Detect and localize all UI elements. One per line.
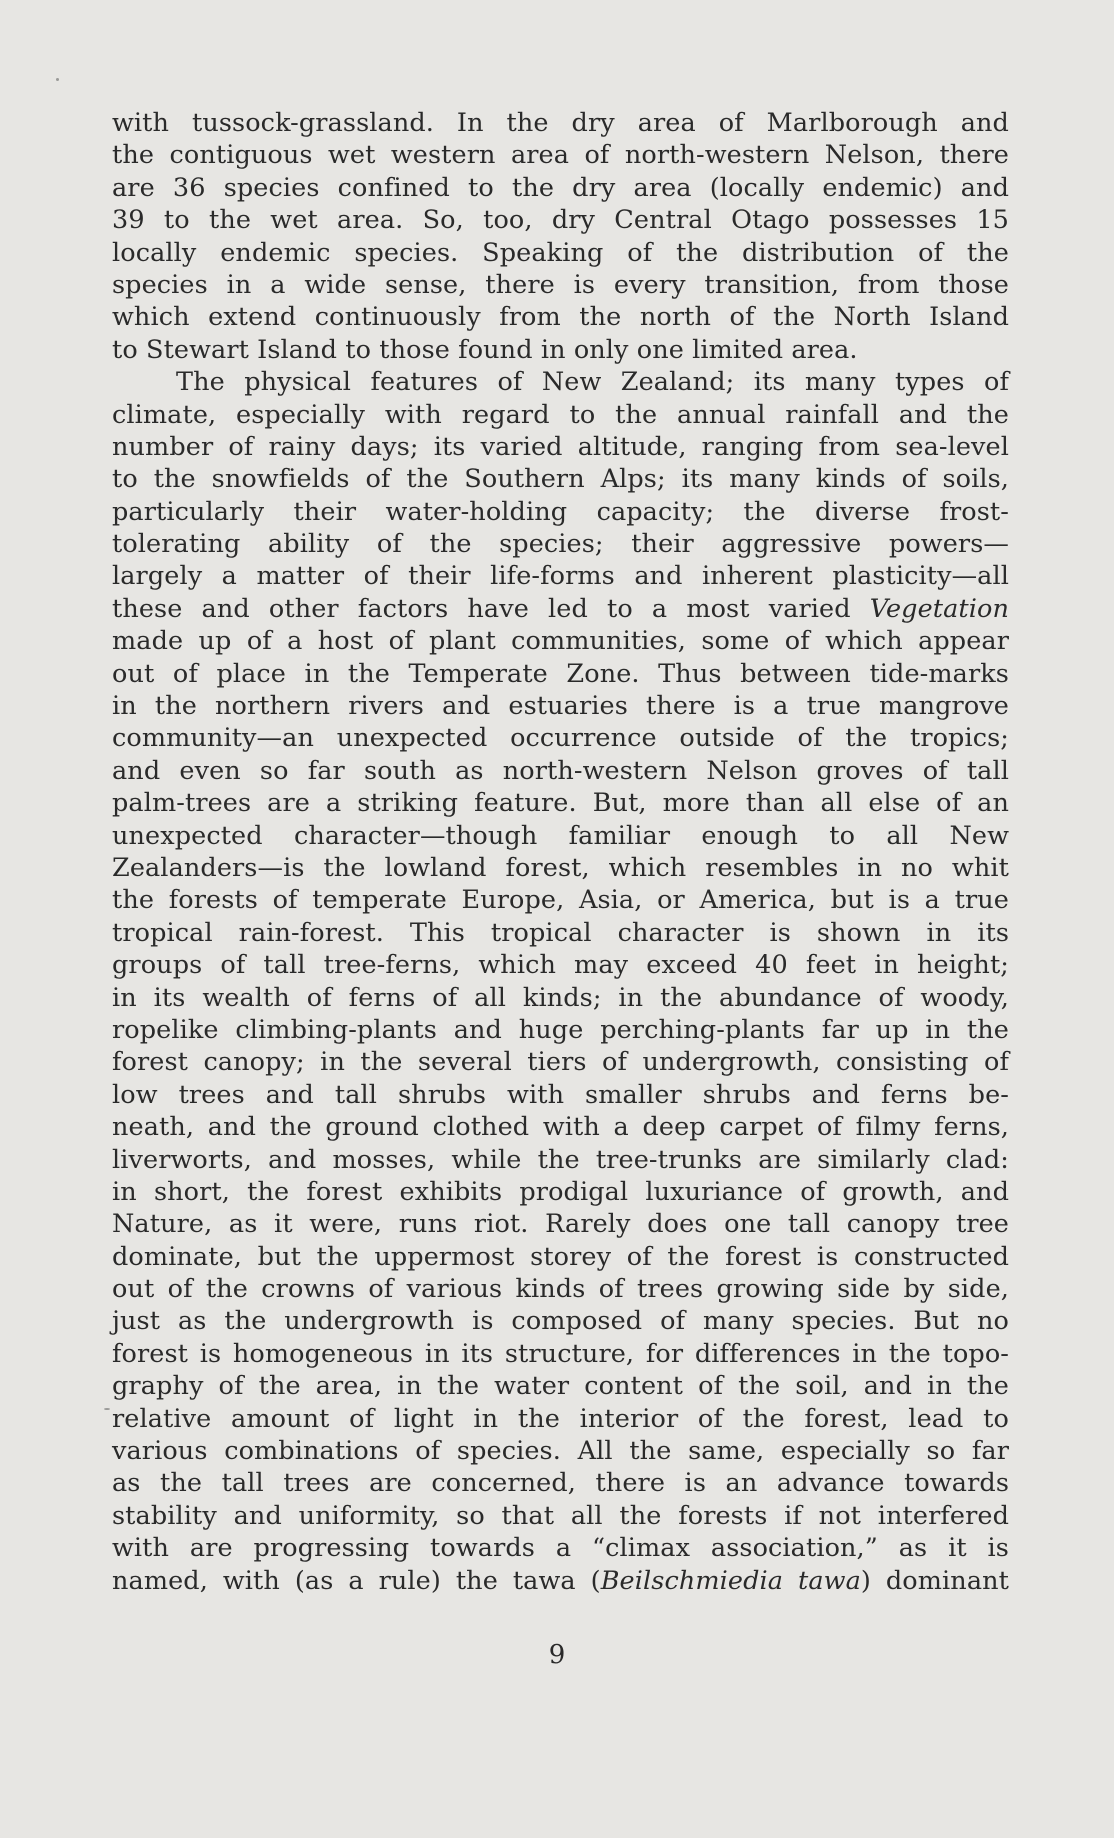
text-line: forest canopy; in the several tiers of undergrowth, consisting of — [112, 1047, 1009, 1078]
text-line: liverworts, and mosses, while the tree-trunks are similarly clad: — [112, 1144, 1009, 1175]
text-line: species in a wide sense, there is every transition, from those — [112, 269, 1009, 300]
body-text — [112, 107, 1009, 1597]
text-line: relative amount of light in the interior of the forest, lead to — [112, 1403, 1009, 1434]
italic-term: Beilschmiedia tawa — [600, 1565, 861, 1596]
text-line: graphy of the area, in the water content of the soil, and in the — [112, 1371, 1009, 1402]
text-line: unexpected character—though familiar enough to all New — [112, 820, 1009, 851]
text-line: Zealanders—is the lowland forest, which resembles in no whit — [112, 852, 1009, 883]
italic-term: Vegetation — [869, 593, 1009, 624]
text-line: with tussock-grassland. In the dry area of Marlborough and — [112, 108, 1009, 138]
text-line: named, with (as a rule) the tawa (Beilschmiedia tawa) dominant — [112, 1565, 1009, 1596]
page-number: 9 — [548, 1640, 566, 1670]
text-line: are 36 species confined to the dry area (locally endemic) and — [112, 172, 1009, 203]
text-line: dominate, but the uppermost storey of the forest is constructed — [112, 1241, 1009, 1272]
text-line: and even so far south as north-western Nelson groves of tall — [112, 755, 1009, 786]
text-line: ropelike climbing-plants and huge perching-plants far up in the — [112, 1014, 1009, 1045]
text-line: low trees and tall shrubs with smaller shrubs and ferns be- — [112, 1079, 1009, 1110]
text-line: forest is homogeneous in its structure, for differences in the topo- — [112, 1338, 1009, 1369]
text-line: locally endemic species. Speaking of the distribution of the — [112, 237, 1009, 268]
text-line: community—an unexpected occurrence outside of the tropics; — [112, 723, 1009, 754]
text-line: particularly their water-holding capacity; the diverse frost- — [112, 496, 1009, 527]
text-line: the forests of temperate Europe, Asia, or America, but is a true — [112, 885, 1009, 916]
text-line: made up of a host of plant communities, some of which appear — [112, 626, 1009, 657]
text-line: largely a matter of their life-forms and inherent plasticity—all — [112, 561, 1009, 592]
text-line: out of place in the Temperate Zone. Thus between tide-marks — [112, 658, 1009, 689]
text-line: to Stewart Island to those found in only one limited area. — [112, 334, 858, 365]
paper-speck — [104, 1408, 110, 1410]
text-line: stability and uniformity, so that all the forests if not interfered — [112, 1500, 1009, 1531]
text-line: The physical features of New Zealand; its many types of — [176, 367, 1009, 398]
text-line: just as the undergrowth is composed of many species. But no — [112, 1306, 1009, 1337]
text-line: in its wealth of ferns of all kinds; in the abundance of woody, — [112, 982, 1009, 1013]
text-line: climate, especially with regard to the annual rainfall and the — [112, 399, 1009, 430]
text-line: the contiguous wet western area of north-western Nelson, there — [112, 140, 1009, 171]
text-line: in short, the forest exhibits prodigal luxuriance of growth, and — [112, 1176, 1009, 1207]
text-line: palm-trees are a striking feature. But, more than all else of an — [112, 788, 1009, 819]
text-line: with are progressing towards a “climax association,” as it is — [112, 1533, 1009, 1564]
text-line: various combinations of species. All the same, especially so far — [112, 1436, 1009, 1467]
text-line: as the tall trees are concerned, there is an advance towards — [112, 1468, 1009, 1499]
text-line: out of the crowns of various kinds of trees growing side by side, — [112, 1274, 1009, 1305]
text-line: 39 to the wet area. So, too, dry Central Otago possesses 15 — [112, 205, 1009, 236]
text-line: tropical rain-forest. This tropical character is shown in its — [112, 917, 1009, 948]
text-line: number of rainy days; its varied altitude, ranging from sea-level — [112, 431, 1009, 462]
text-line: in the northern rivers and estuaries there is a true mangrove — [112, 691, 1009, 722]
text-line: tolerating ability of the species; their aggressive powers— — [112, 529, 1009, 560]
text-line: groups of tall tree-ferns, which may exceed 40 feet in height; — [112, 950, 1009, 981]
text-line: to the snowfields of the Southern Alps; its many kinds of soils, — [112, 464, 1009, 495]
paper-speck — [56, 78, 59, 81]
text-line: Nature, as it were, runs riot. Rarely does one tall canopy tree — [112, 1209, 1009, 1240]
text-line: these and other factors have led to a most varied Vegetation — [112, 593, 1009, 624]
text-line: neath, and the ground clothed with a deep carpet of filmy ferns, — [112, 1112, 1009, 1143]
text-line: which extend continuously from the north of the North Island — [112, 302, 1009, 333]
